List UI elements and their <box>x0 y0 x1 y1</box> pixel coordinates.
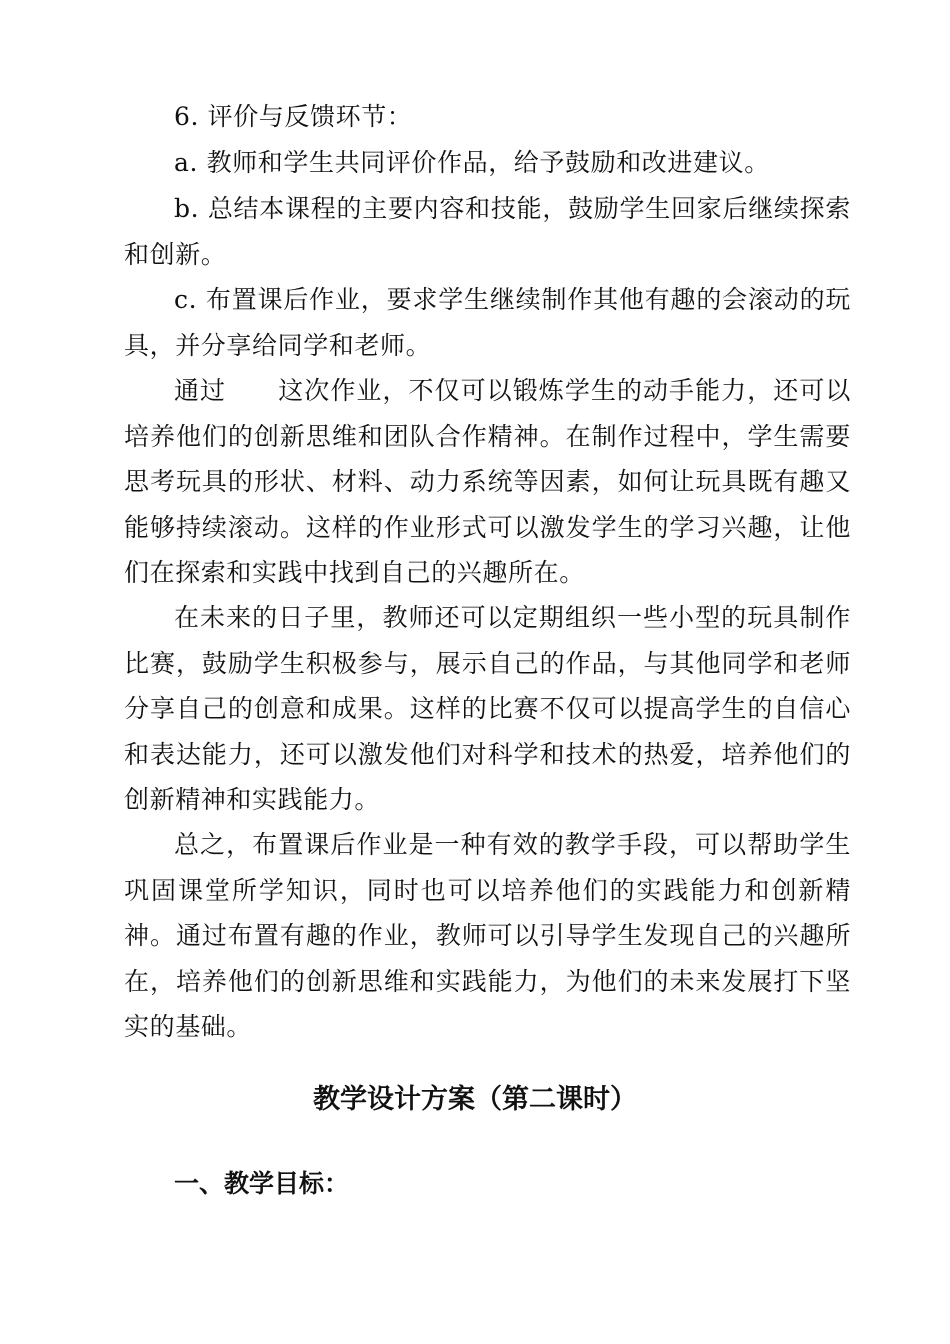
paragraph-conclusion: 总之，布置课后作业是一种有效的教学手段，可以帮助学生巩固课堂所学知识，同时也可以培养他们的实践能力和创新精神。通过布置有趣的作业，教师可以引导学生发现自己的兴趣所在，培养他们的创新思维和实践能力，为他们的未来发展打下坚实的基础。 <box>124 830 851 1041</box>
subsection-title: 一、教学目标： <box>174 1169 350 1198</box>
paragraph-item-a: a. 教师和学生共同评价作品，给予鼓励和改进建议。 <box>174 148 770 177</box>
paragraph-evaluation-step: 6. 评价与反馈环节： <box>174 102 413 131</box>
paragraph-item-b: b. 总结本课程的主要内容和技能，鼓励学生回家后继续探索和创新。 <box>124 194 851 269</box>
paragraph-item-c: c. 布置课后作业，要求学生继续制作其他有趣的会滚动的玩具，并分享给同学和老师。 <box>124 285 851 360</box>
paragraph-homework-benefits: 通过 这次作业，不仅可以锻炼学生的动手能力，还可以培养他们的创新思维和团队合作精神。在制作过程中，学生需要思考玩具的形状、材料、动力系统等因素，如何让玩具既有趣又能够持续滚动。这样的作业形式可以激发学生的学习兴趣，让他们在探索和实践中找到自己的兴趣所在。 <box>124 376 851 587</box>
paragraph-future-competition: 在未来的日子里，教师还可以定期组织一些小型的玩具制作比赛，鼓励学生积极参与，展示自己的作品，与其他同学和老师分享自己的创意和成果。这样的比赛不仅可以提高学生的自信心和表达能力，还可以激发他们对科学和技术的热爱，培养他们的创新精神和实践能力。 <box>124 603 851 814</box>
section-title: 教学设计方案（第二课时） <box>313 1084 637 1115</box>
